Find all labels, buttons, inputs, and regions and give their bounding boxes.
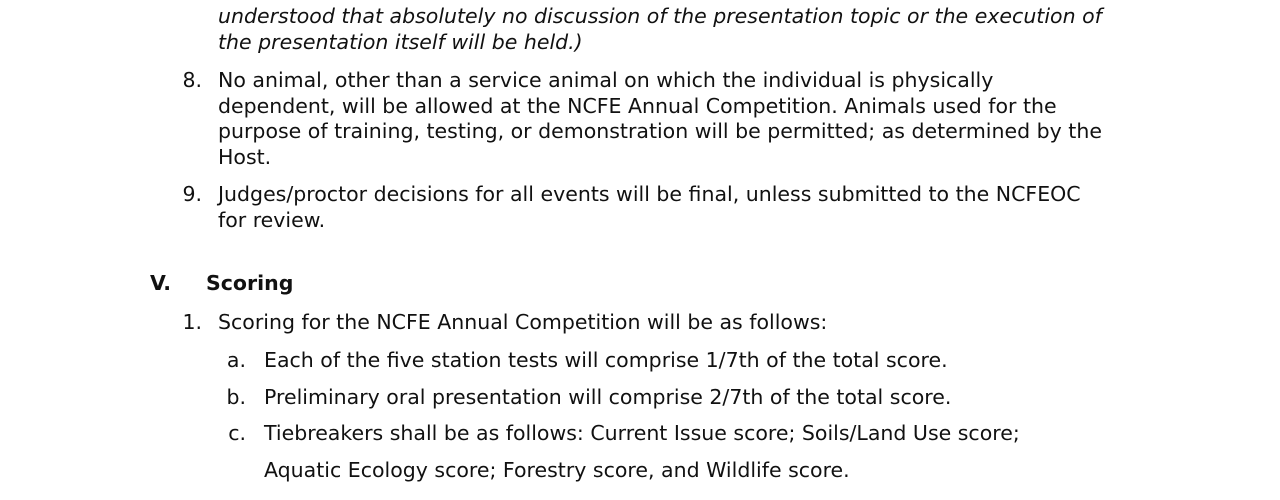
- list-item-line: Scoring for the NCFE Annual Competition will be as follows:: [218, 310, 828, 334]
- list-number: 1.: [182, 310, 202, 334]
- list-item-line: No animal, other than a service animal on which the individual is physically: [218, 68, 994, 92]
- list-item-line: purpose of training, testing, or demonstration will be permitted; as determined by the: [218, 119, 1102, 143]
- sublist-item-line: Aquatic Ecology score; Forestry score, and Wildlife score.: [264, 458, 850, 482]
- sublist-letter: b.: [226, 385, 246, 409]
- list-item-line: dependent, will be allowed at the NCFE Annual Competition. Animals used for the: [218, 94, 1057, 118]
- list-item-line: Judges/proctor decisions for all events will be final, unless submitted to the NCFEOC: [218, 182, 1081, 206]
- list-number: 8.: [182, 68, 202, 92]
- section-title: Scoring: [206, 271, 294, 295]
- sublist-letter: c.: [228, 421, 246, 445]
- prior-item-italic-line: the presentation itself will be held.): [218, 30, 583, 54]
- sublist-item-line: Each of the five station tests will comprise 1/7th of the total score.: [264, 348, 948, 372]
- list-number: 9.: [182, 182, 202, 206]
- clipped-bottom-line: [226, 492, 1126, 500]
- list-item-line: for review.: [218, 208, 326, 232]
- sublist-item-line: Tiebreakers shall be as follows: Current Issue score; Soils/Land Use score;: [264, 421, 1020, 445]
- sublist-item-line: Preliminary oral presentation will comprise 2/7th of the total score.: [264, 385, 952, 409]
- list-item-line: Host.: [218, 145, 272, 169]
- section-numeral: V.: [150, 271, 172, 295]
- prior-item-italic-line: understood that absolutely no discussion of the presentation topic or the execution of: [218, 4, 1102, 28]
- sublist-letter: a.: [226, 348, 246, 372]
